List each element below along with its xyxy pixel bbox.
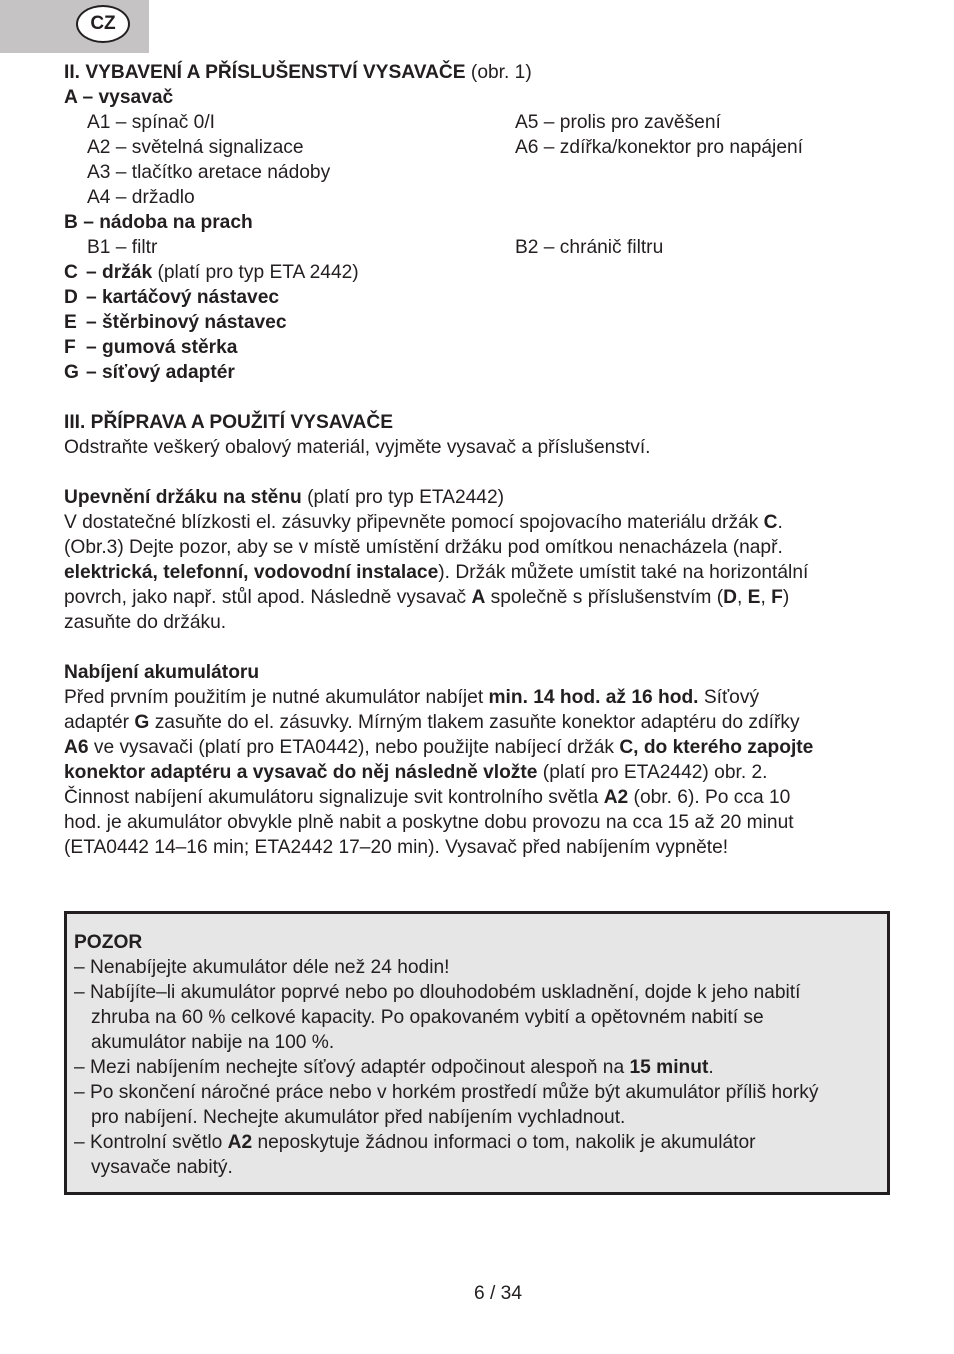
warning-item: – Kontrolní světlo A2 neposkytuje žádnou informaci o tom, nakolik je akumulátor	[74, 1132, 756, 1153]
item-a5: A5 – prolis pro zavěšení	[515, 112, 721, 133]
mount-text-line: (Obr.3) Dejte pozor, aby se v místě umístění držáku pod omítkou nenacházela (např.	[64, 537, 783, 558]
section3-heading: III. PŘÍPRAVA A POUŽITÍ VYSAVAČE	[64, 412, 394, 433]
item-b1: B1 – filtr B2 – chránič filtru	[87, 237, 664, 258]
item-d: D – kartáčový nástavec	[64, 287, 280, 308]
item-f: F – gumová stěrka	[64, 337, 238, 358]
charging-text-line: konektor adaptéru a vysavač do něj následně vložte (platí pro ETA2442) obr. 2.	[64, 762, 768, 783]
warning-title: POZOR	[74, 932, 143, 953]
warning-box	[64, 911, 890, 1195]
mount-heading: Upevnění držáku na stěnu (platí pro typ ETA2442)	[64, 487, 505, 508]
warning-item: – Nenabíjejte akumulátor déle než 24 hodin!	[74, 957, 450, 978]
charging-text-line: adaptér G zasuňte do el. zásuvky. Mírným tlakem zasuňte konektor adaptéru do zdířky	[64, 712, 800, 733]
item-b: B – nádoba na prach	[64, 212, 253, 233]
warning-item: – Mezi nabíjením nechejte síťový adaptér odpočinout alespoň na 15 minut.	[74, 1057, 714, 1078]
charging-text-line: (ETA0442 14–16 min; ETA2442 17–20 min). Vysavač před nabíjením vypněte!	[64, 837, 729, 858]
page-number: 6 / 34	[473, 1283, 522, 1304]
manual-content	[64, 60, 894, 860]
language-badge	[76, 5, 130, 43]
charging-heading: Nabíjení akumulátoru	[64, 662, 260, 683]
item-g: G – síťový adaptér	[64, 362, 235, 383]
item-a6: A6 – zdířka/konektor pro napájení	[515, 137, 803, 158]
charging-text-line: hod. je akumulátor obvykle plně nabit a poskytne dobu provozu na cca 15 až 20 minut	[64, 812, 794, 833]
charging-text-line: Činnost nabíjení akumulátoru signalizuje svit kontrolního světla A2 (obr. 6). Po cca 10	[64, 787, 791, 808]
section2-heading: II. VYBAVENÍ A PŘÍSLUŠENSTVÍ VYSAVAČE (obr. 1)	[64, 62, 532, 83]
item-e: E – štěrbinový nástavec	[64, 312, 287, 333]
item-a4: A4 – držadlo	[87, 187, 195, 208]
item-a2: A2 – světelná signalizace A6 – zdířka/konektor pro napájení	[87, 137, 803, 158]
warning-item-cont: zhruba na 60 % celkové kapacity. Po opakovaném vybití a opětovném nabití se	[91, 1007, 764, 1028]
mount-text-line: elektrická, telefonní, vodovodní instalace). Držák můžete umístit také na horizontální	[64, 562, 809, 583]
charging-text-line: Před prvním použitím je nutné akumulátor nabíjet min. 14 hod. až 16 hod. Síťový	[64, 687, 760, 708]
item-c: C – držák (platí pro typ ETA 2442)	[64, 262, 359, 283]
mount-text-line: zasuňte do držáku.	[64, 612, 227, 633]
mount-text-line: povrch, jako např. stůl apod. Následně vysavač A společně s příslušenstvím (D, E, F)	[64, 587, 790, 608]
warning-item-cont: vysavače nabitý.	[91, 1157, 233, 1178]
language-tab	[0, 0, 149, 53]
warning-item: – Nabíjíte–li akumulátor poprvé nebo po dlouhodobém uskladnění, dojde k jeho nabití	[74, 982, 801, 1003]
section3-intro: Odstraňte veškerý obalový materiál, vyjměte vysavač a příslušenství.	[64, 437, 651, 458]
item-a1: A1 – spínač 0/I A5 – prolis pro zavěšení	[87, 112, 721, 133]
warning-item: – Po skončení náročné práce nebo v horkém prostředí může být akumulátor příliš horký	[74, 1082, 819, 1103]
warning-item-cont: pro nabíjení. Nechejte akumulátor před nabíjením vychladnout.	[91, 1107, 626, 1128]
language-label: CZ	[90, 13, 116, 34]
charging-text-line: A6 ve vysavači (platí pro ETA0442), nebo použijte nabíjecí držák C, do kterého zapojte	[64, 737, 814, 758]
item-b2: B2 – chránič filtru	[515, 237, 664, 258]
mount-text-line: V dostatečné blízkosti el. zásuvky připevněte pomocí spojovacího materiálu držák C.	[64, 512, 783, 533]
item-a: A – vysavač	[64, 87, 174, 108]
item-a3: A3 – tlačítko aretace nádoby	[87, 162, 331, 183]
warning-item-cont: akumulátor nabije na 100 %.	[91, 1032, 335, 1053]
